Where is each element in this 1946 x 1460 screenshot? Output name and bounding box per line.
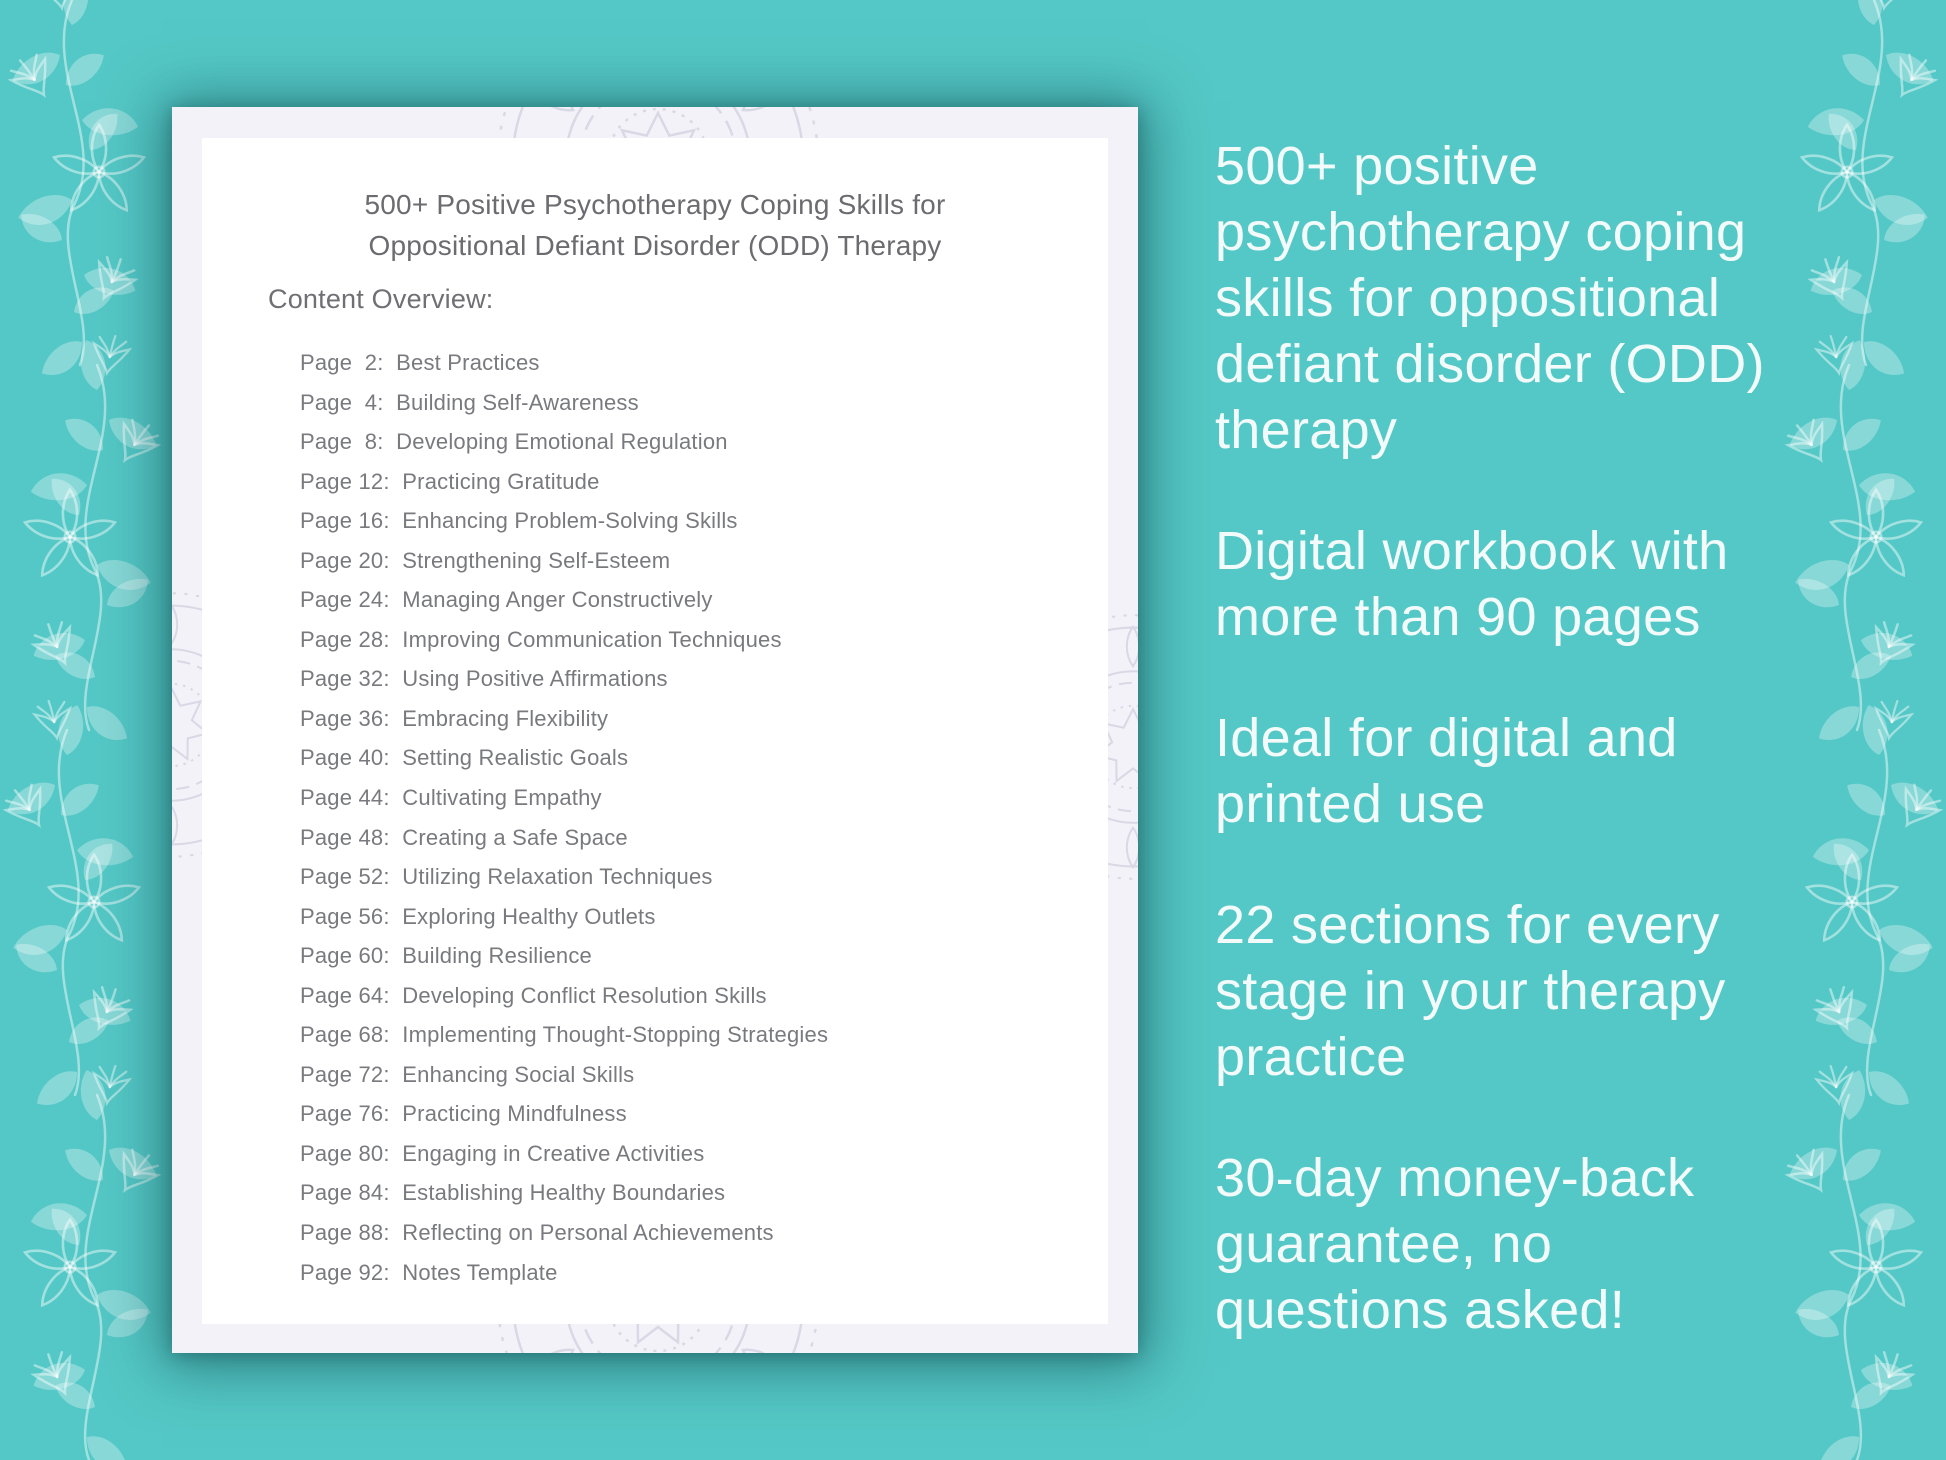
toc-item: Page 24: Managing Anger Constructively (300, 587, 713, 613)
page-content (202, 138, 1108, 1324)
toc-item: Page 60: Building Resilience (300, 943, 592, 969)
marketing-block-workbook-size (1215, 518, 1895, 650)
page-title (202, 184, 1108, 266)
toc-item: Page 56: Exploring Healthy Outlets (300, 903, 656, 929)
marketing-line: practice (1215, 1027, 1407, 1087)
marketing-block-sections (1215, 892, 1895, 1090)
toc-item: Page 72: Enhancing Social Skills (300, 1061, 635, 1087)
page-title-line-2: Oppositional Defiant Disorder (ODD) Therapy (368, 230, 942, 261)
toc-list (300, 343, 828, 1292)
toc-item: Page 92: Notes Template (300, 1259, 558, 1285)
marketing-line: questions asked! (1215, 1280, 1626, 1340)
marketing-line: skills for oppositional (1215, 268, 1721, 328)
toc-item: Page 68: Implementing Thought-Stopping Strategies (300, 1022, 829, 1048)
marketing-line: therapy (1215, 400, 1398, 460)
toc-item: Page 2: Best Practices (300, 350, 540, 375)
marketing-line: Ideal for digital and (1215, 708, 1678, 768)
toc-item: Page 16: Enhancing Problem-Solving Skills (300, 508, 738, 534)
floral-border-left-icon (0, 0, 182, 1460)
toc-item: Page 12: Practicing Gratitude (300, 468, 600, 494)
marketing-line: 30-day money-back (1215, 1148, 1695, 1208)
marketing-text (1215, 133, 1895, 1398)
toc-item: Page 28: Improving Communication Techniques (300, 626, 782, 652)
marketing-line: 500+ positive (1215, 136, 1539, 196)
marketing-block-guarantee (1215, 1145, 1895, 1343)
toc-item: Page 48: Creating a Safe Space (300, 824, 628, 850)
toc-item: Page 64: Developing Conflict Resolution Skills (300, 982, 767, 1008)
marketing-line: defiant disorder (ODD) (1215, 334, 1765, 394)
toc-item: Page 36: Embracing Flexibility (300, 705, 609, 731)
marketing-line: guarantee, no (1215, 1214, 1553, 1274)
workbook-page (172, 107, 1138, 1353)
page-title-line-1: 500+ Positive Psychotherapy Coping Skills for (364, 189, 946, 220)
marketing-line: psychotherapy coping (1215, 202, 1747, 262)
marketing-line: Digital workbook with (1215, 521, 1729, 581)
marketing-line: more than 90 pages (1215, 587, 1701, 647)
toc-item: Page 44: Cultivating Empathy (300, 785, 602, 811)
marketing-line: stage in your therapy (1215, 961, 1726, 1021)
content-overview-label: Content Overview: (268, 284, 494, 314)
toc-item: Page 84: Establishing Healthy Boundaries (300, 1180, 726, 1206)
toc-item: Page 80: Engaging in Creative Activities (300, 1140, 705, 1166)
toc-item: Page 76: Practicing Mindfulness (300, 1101, 627, 1127)
toc-item: Page 8: Developing Emotional Regulation (300, 429, 728, 455)
toc-item: Page 20: Strengthening Self-Esteem (300, 547, 671, 573)
marketing-line: 22 sections for every (1215, 895, 1720, 955)
toc-item: Page 40: Setting Realistic Goals (300, 745, 629, 771)
toc-item: Page 4: Building Self-Awareness (300, 389, 639, 415)
toc-item: Page 52: Utilizing Relaxation Techniques (300, 864, 713, 890)
toc-item: Page 32: Using Positive Affirmations (300, 666, 668, 692)
marketing-block-usage (1215, 705, 1895, 837)
marketing-block-product-title (1215, 133, 1895, 463)
marketing-line: printed use (1215, 774, 1486, 834)
toc-item: Page 88: Reflecting on Personal Achievements (300, 1220, 774, 1246)
